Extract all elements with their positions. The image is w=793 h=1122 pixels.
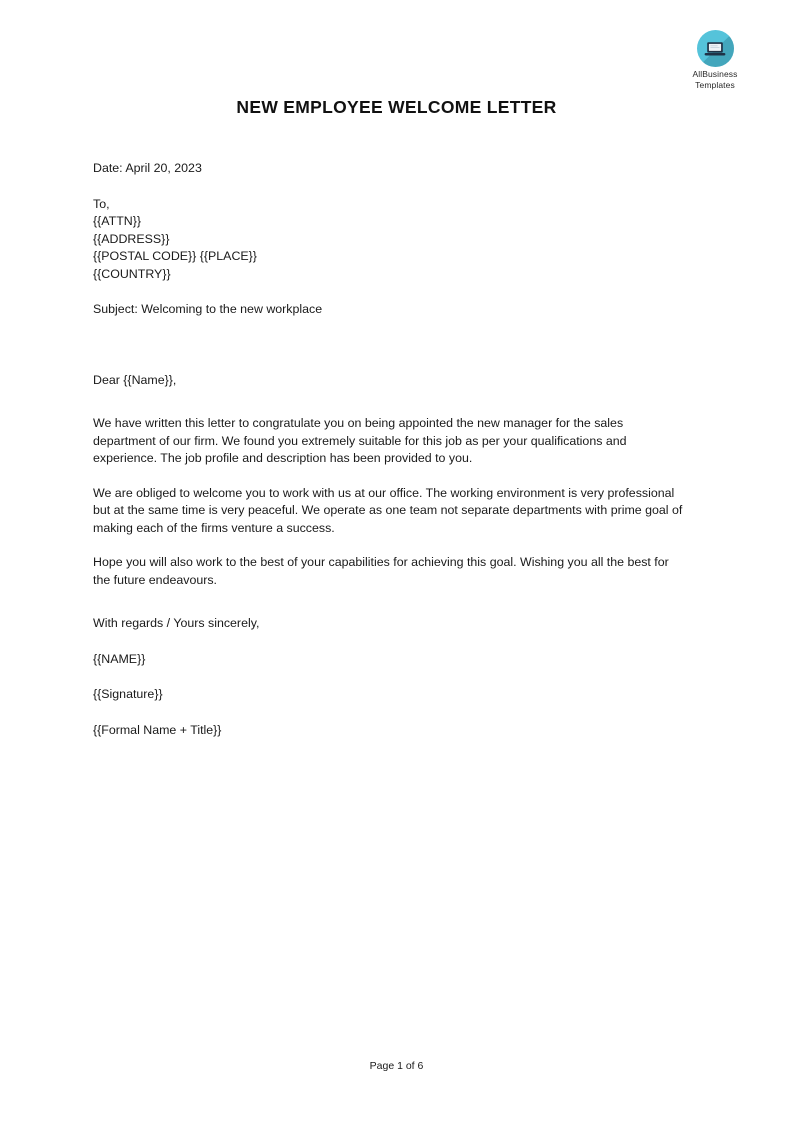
laptop-glyph [704, 41, 726, 57]
paragraph-1: We have written this letter to congratulate you on being appointed the new manager for the sales department of our firm. We found you extremely suitable for this job as per your qualifications and experience. The job profile and description has been provided to you. [93, 416, 627, 465]
closing-name: {{NAME}} [93, 651, 146, 666]
salutation: Dear {{Name}}, [93, 372, 177, 387]
subject-line: Subject: Welcoming to the new workplace [93, 302, 323, 316]
recipient-address: {{ADDRESS}} [93, 231, 170, 246]
spacer [93, 589, 683, 615]
recipient-attn: {{ATTN}} [93, 214, 141, 228]
brand-name [678, 69, 752, 90]
spacer [93, 283, 683, 301]
letter-body [93, 160, 683, 739]
paragraph-2: We are obliged to welcome you to work with us at our office. The working environment is very professional but at the same time is very peaceful. We operate as one team not separate departments with prime goal of making each of the firms venture a success. [93, 485, 683, 535]
laptop-icon [697, 30, 734, 67]
brand-name-line1: AllBusiness [692, 69, 738, 79]
spacer [93, 633, 683, 651]
page-title: NEW EMPLOYEE WELCOME LETTER [236, 97, 557, 117]
recipient-postal-place: {{POSTAL CODE}} {{PLACE}} [93, 249, 257, 263]
spacer [93, 668, 683, 686]
closing-formal-name-title: {{Formal Name + Title}} [93, 722, 222, 737]
paragraph-3: Hope you will also work to the best of your capabilities for achieving this goal. Wishing you all the best for the future endeavours. [93, 555, 669, 587]
spacer [93, 319, 683, 372]
spacer [93, 389, 683, 415]
date-line: Date: April 20, 2023 [93, 161, 202, 175]
spacer [93, 178, 683, 196]
closing-regards: With regards / Yours sincerely, [93, 616, 260, 630]
page-footer: Page 1 of 6 [369, 1060, 424, 1072]
recipient-to-label: To, [93, 196, 110, 211]
closing-signature: {{Signature}} [93, 687, 163, 701]
brand-logo [678, 30, 752, 90]
recipient-country: {{COUNTRY}} [93, 266, 171, 281]
brand-name-line2: Templates [695, 79, 735, 90]
spacer [93, 704, 683, 722]
